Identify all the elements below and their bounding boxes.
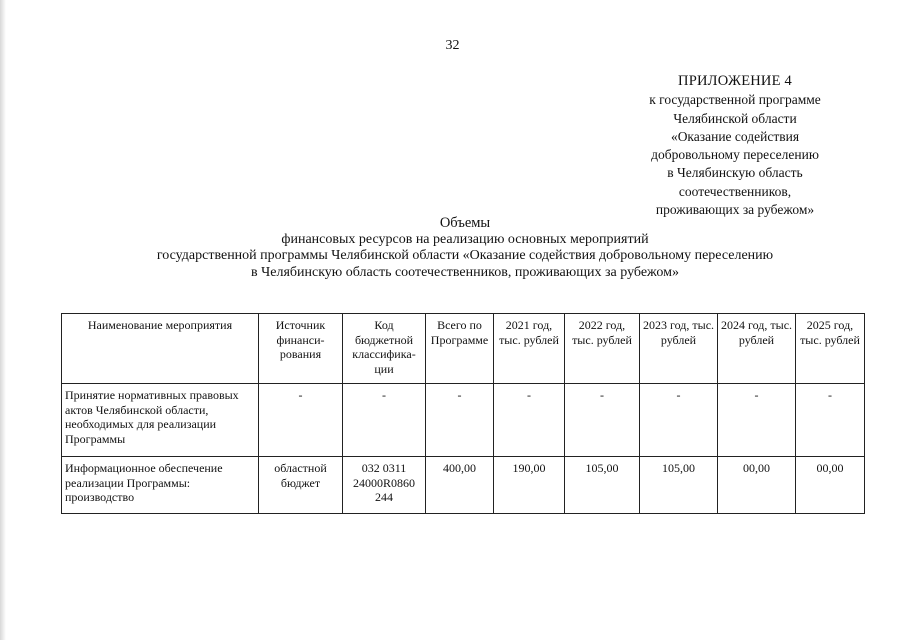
appendix-line: добровольному переселению [651,147,819,163]
row-2024: 00,00 [718,457,796,514]
document-title-line: в Челябинскую область соотечественников, проживающих за рубежом» [251,264,679,280]
table-row [62,384,865,457]
header-source: Источник финанси-рования [259,314,343,384]
header-code: Код бюджетной классифика-ции [343,314,426,384]
header-name: Наименование мероприятия [62,314,259,384]
row-code: 032 0311 24000R0860 244 [343,457,426,514]
appendix-block [600,72,870,219]
document-title-line: финансовых ресурсов на реализацию основных мероприятий [281,231,649,247]
row-total: 400,00 [426,457,494,514]
row-name: Принятие нормативных правовых актов Челябинской области, необходимых для реализации Программы [62,384,259,457]
header-2023: 2023 год, тыс. рублей [640,314,718,384]
row-code: - [343,384,426,457]
header-2022: 2022 год, тыс. рублей [565,314,640,384]
row-2023: - [640,384,718,457]
header-2024: 2024 год, тыс. рублей [718,314,796,384]
row-source: областной бюджет [259,457,343,514]
page-number: 32 [445,38,460,53]
appendix-line: проживающих за рубежом» [655,202,815,218]
header-total: Всего по Программе [426,314,494,384]
document-title-line: государственной программы Челябинской области «Оказание содействия добровольному переселению [156,248,774,263]
row-source: - [259,384,343,457]
financing-table [61,313,865,514]
document-title [60,215,870,281]
table-row [62,457,865,514]
header-2025: 2025 год, тыс. рублей [796,314,865,384]
appendix-line: соотечественников, [678,183,792,199]
row-2022: - [565,384,640,457]
appendix-line: «Оказание содействия [670,128,800,144]
row-2024: - [718,384,796,457]
scan-edge [0,0,6,640]
appendix-line: Челябинской области [673,110,797,126]
row-2021: - [494,384,565,457]
row-2025: 00,00 [796,457,865,514]
row-2022: 105,00 [565,457,640,514]
appendix-title: ПРИЛОЖЕНИЕ 4 [678,73,792,89]
table-header-row [62,314,865,384]
appendix-line: в Челябинскую область [667,165,803,181]
row-2023: 105,00 [640,457,718,514]
row-2021: 190,00 [494,457,565,514]
row-total: - [426,384,494,457]
row-2025: - [796,384,865,457]
appendix-line: к государственной программе [649,92,821,108]
header-2021: 2021 год, тыс. рублей [494,314,565,384]
document-title-main: Объемы [439,215,491,231]
row-name: Информационное обеспечение реализации Программы: производство [62,457,259,514]
